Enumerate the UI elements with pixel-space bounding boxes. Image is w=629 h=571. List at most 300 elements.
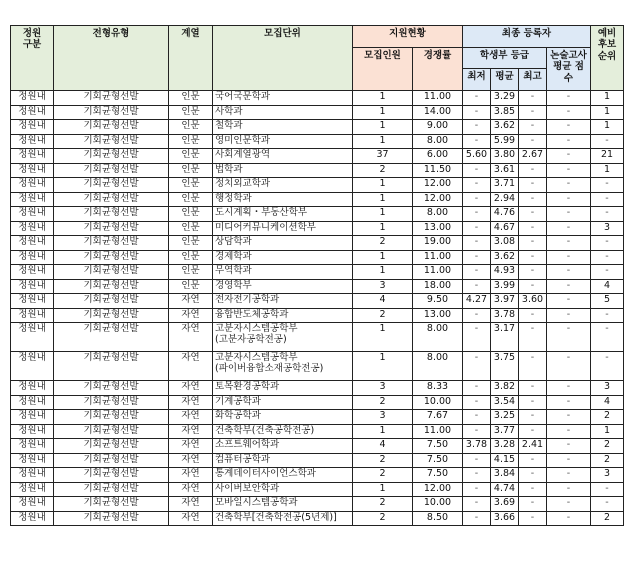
cell-grade-min: - [463, 279, 491, 294]
cell-track: 자연 [169, 482, 213, 497]
cell-quota: 3 [353, 381, 413, 396]
cell-unit-line1: 경제학과 [215, 250, 252, 262]
cell-category: 정원내 [11, 163, 54, 178]
cell-grade-avg: 4.15 [491, 453, 519, 468]
cell-essay-average: - [547, 178, 591, 193]
cell-category: 정원내 [11, 410, 54, 425]
cell-unit [213, 468, 353, 483]
cell-category: 정원내 [11, 381, 54, 396]
cell-grade-avg: 3.62 [491, 120, 519, 135]
table-row [11, 178, 624, 193]
cell-grade-avg: 5.99 [491, 134, 519, 149]
cell-unit [213, 236, 353, 251]
cell-category: 정원내 [11, 221, 54, 236]
cell-track: 인문 [169, 134, 213, 149]
cell-competition: 9.00 [413, 120, 463, 135]
cell-grade-min: - [463, 410, 491, 425]
header-essay-line3: 수 [563, 72, 574, 84]
cell-grade-max: - [519, 120, 547, 135]
cell-track: 자연 [169, 395, 213, 410]
cell-unit-line1: 사학과 [215, 105, 243, 117]
cell-essay-average: - [547, 497, 591, 512]
cell-essay-average: - [547, 482, 591, 497]
table-row [11, 511, 624, 526]
cell-waitlist: 4 [591, 279, 624, 294]
cell-competition: 7.67 [413, 410, 463, 425]
cell-waitlist: 2 [591, 439, 624, 454]
cell-quota: 1 [353, 91, 413, 106]
cell-grade-min: 3.78 [463, 439, 491, 454]
cell-waitlist: 1 [591, 105, 624, 120]
cell-grade-max: - [519, 178, 547, 193]
header-waitlist-line1: 예비 [597, 28, 617, 39]
cell-essay-average: - [547, 352, 591, 381]
cell-unit [213, 410, 353, 425]
cell-quota: 2 [353, 308, 413, 323]
cell-admission-type: 기회균형선발 [54, 482, 169, 497]
cell-unit-line1: 국어국문학과 [215, 91, 271, 102]
cell-admission-type: 기회균형선발 [54, 207, 169, 222]
cell-category: 정원내 [11, 192, 54, 207]
table-row [11, 192, 624, 207]
cell-admission-type: 기회균형선발 [54, 250, 169, 265]
cell-essay-average: - [547, 134, 591, 149]
cell-grade-avg: 3.82 [491, 381, 519, 396]
cell-grade-min: - [463, 308, 491, 323]
cell-grade-avg: 3.62 [491, 250, 519, 265]
cell-track: 인문 [169, 178, 213, 193]
cell-grade-max: - [519, 381, 547, 396]
table-row [11, 149, 624, 164]
table-row [11, 221, 624, 236]
cell-admission-type: 기회균형선발 [54, 352, 169, 381]
cell-admission-type: 기회균형선발 [54, 120, 169, 135]
cell-grade-min: - [463, 511, 491, 526]
cell-grade-min: - [463, 192, 491, 207]
cell-competition: 6.00 [413, 149, 463, 164]
cell-unit-line1: 통계데이터사이언스학과 [215, 468, 316, 479]
cell-unit-line2: (고분자공학전공) [215, 334, 287, 346]
cell-essay-average: - [547, 308, 591, 323]
cell-grade-min: - [463, 482, 491, 497]
cell-quota: 2 [353, 163, 413, 178]
cell-quota: 1 [353, 178, 413, 193]
table-header [11, 26, 624, 91]
cell-grade-max: - [519, 410, 547, 425]
cell-grade-max: - [519, 468, 547, 483]
cell-competition: 11.00 [413, 424, 463, 439]
cell-category: 정원내 [11, 279, 54, 294]
cell-waitlist: 1 [591, 424, 624, 439]
cell-essay-average: - [547, 91, 591, 106]
cell-essay-average: - [547, 439, 591, 454]
header-waitlist-line2: 후보 [597, 39, 617, 51]
cell-waitlist: 5 [591, 294, 624, 309]
table-row [11, 265, 624, 280]
cell-track: 인문 [169, 91, 213, 106]
cell-admission-type: 기회균형선발 [54, 453, 169, 468]
table-row [11, 497, 624, 512]
cell-grade-max: - [519, 323, 547, 352]
cell-grade-min: - [463, 395, 491, 410]
cell-waitlist: 4 [591, 395, 624, 410]
cell-unit-line1: 미디어커뮤니케이션학부 [215, 221, 316, 233]
cell-grade-max: - [519, 352, 547, 381]
header-school-record-grade: 학생부 등급 [463, 48, 547, 69]
cell-admission-type: 기회균형선발 [54, 105, 169, 120]
cell-unit [213, 294, 353, 309]
cell-unit-line1: 고분자시스템공학부 [215, 323, 298, 334]
cell-unit [213, 221, 353, 236]
cell-track: 인문 [169, 105, 213, 120]
cell-unit-line1: 행정학과 [215, 192, 252, 204]
cell-grade-max: - [519, 91, 547, 106]
cell-grade-min: - [463, 207, 491, 222]
cell-grade-min: - [463, 352, 491, 381]
cell-grade-min: - [463, 221, 491, 236]
cell-grade-min: - [463, 468, 491, 483]
cell-admission-type: 기회균형선발 [54, 149, 169, 164]
cell-grade-avg: 3.78 [491, 308, 519, 323]
cell-track: 자연 [169, 410, 213, 425]
cell-competition: 11.00 [413, 91, 463, 106]
cell-grade-min: - [463, 105, 491, 120]
cell-admission-type: 기회균형선발 [54, 236, 169, 251]
table-row [11, 236, 624, 251]
cell-track: 인문 [169, 279, 213, 294]
table-row [11, 105, 624, 120]
cell-unit [213, 352, 353, 381]
cell-quota: 2 [353, 468, 413, 483]
cell-unit-line1: 무역학과 [215, 265, 252, 276]
cell-competition: 8.00 [413, 323, 463, 352]
cell-competition: 8.00 [413, 134, 463, 149]
cell-quota: 4 [353, 439, 413, 454]
cell-grade-max: - [519, 221, 547, 236]
header-final-enrolled: 최종 등록자 [463, 26, 591, 48]
header-grade-avg: 평균 [491, 69, 519, 91]
cell-waitlist: - [591, 497, 624, 512]
cell-track: 자연 [169, 511, 213, 526]
header-essay-line2: 평균 점 [553, 61, 584, 73]
cell-quota: 2 [353, 497, 413, 512]
cell-grade-avg: 3.28 [491, 439, 519, 454]
cell-grade-min: - [463, 497, 491, 512]
cell-unit-line1: 융합반도체공학과 [215, 308, 289, 320]
cell-grade-avg: 3.71 [491, 178, 519, 193]
cell-admission-type: 기회균형선발 [54, 323, 169, 352]
cell-grade-avg: 3.99 [491, 279, 519, 294]
cell-grade-avg: 3.85 [491, 105, 519, 120]
cell-grade-min: - [463, 91, 491, 106]
header-grade-max: 최고 [519, 69, 547, 91]
cell-competition: 8.00 [413, 207, 463, 222]
cell-quota: 3 [353, 279, 413, 294]
cell-track: 인문 [169, 265, 213, 280]
cell-unit-line1: 법학과 [215, 163, 243, 175]
table-row [11, 120, 624, 135]
cell-competition: 8.00 [413, 352, 463, 381]
cell-grade-max: - [519, 134, 547, 149]
cell-category: 정원내 [11, 120, 54, 135]
cell-unit-line1: 건축학부[건축학전공(5년제)] [215, 511, 337, 523]
cell-track: 자연 [169, 497, 213, 512]
cell-grade-max: - [519, 163, 547, 178]
cell-competition: 11.00 [413, 250, 463, 265]
cell-grade-avg: 3.54 [491, 395, 519, 410]
admissions-results-table [10, 25, 624, 526]
cell-track: 인문 [169, 163, 213, 178]
cell-grade-avg: 3.80 [491, 149, 519, 164]
table-row [11, 279, 624, 294]
cell-grade-avg: 4.76 [491, 207, 519, 222]
cell-admission-type: 기회균형선발 [54, 265, 169, 280]
cell-unit-line1: 철학과 [215, 120, 243, 131]
table-row [11, 294, 624, 309]
table-row [11, 134, 624, 149]
cell-grade-max: - [519, 482, 547, 497]
header-admission-type: 전형유형 [54, 26, 169, 91]
table-row [11, 424, 624, 439]
cell-unit-line1: 소프트웨어학과 [215, 439, 280, 450]
table-row [11, 453, 624, 468]
table-row [11, 207, 624, 222]
cell-category: 정원내 [11, 482, 54, 497]
cell-competition: 9.50 [413, 294, 463, 309]
cell-grade-max: - [519, 265, 547, 280]
cell-essay-average: - [547, 105, 591, 120]
header-quota: 모집인원 [353, 48, 413, 91]
cell-category: 정원내 [11, 439, 54, 454]
cell-unit [213, 395, 353, 410]
table-row [11, 439, 624, 454]
cell-grade-max: 2.41 [519, 439, 547, 454]
cell-admission-type: 기회균형선발 [54, 395, 169, 410]
table-row [11, 410, 624, 425]
cell-admission-type: 기회균형선발 [54, 410, 169, 425]
cell-essay-average: - [547, 163, 591, 178]
cell-essay-average: - [547, 149, 591, 164]
cell-track: 인문 [169, 236, 213, 251]
cell-unit [213, 149, 353, 164]
cell-essay-average: - [547, 279, 591, 294]
cell-quota: 1 [353, 250, 413, 265]
cell-competition: 7.50 [413, 439, 463, 454]
cell-grade-min: - [463, 323, 491, 352]
cell-waitlist: 2 [591, 410, 624, 425]
header-applications: 지원현황 [353, 26, 463, 48]
cell-track: 인문 [169, 192, 213, 207]
cell-grade-avg: 3.17 [491, 323, 519, 352]
cell-essay-average: - [547, 250, 591, 265]
cell-unit [213, 105, 353, 120]
cell-unit-line1: 고분자시스템공학부 [215, 352, 298, 363]
cell-unit-line1: 정치외교학과 [215, 178, 271, 189]
cell-category: 정원내 [11, 424, 54, 439]
cell-category: 정원내 [11, 134, 54, 149]
cell-grade-min: - [463, 265, 491, 280]
cell-grade-avg: 3.08 [491, 236, 519, 251]
cell-unit-line1: 건축학부(건축공학전공) [215, 424, 315, 436]
cell-grade-avg: 4.93 [491, 265, 519, 280]
cell-track: 자연 [169, 308, 213, 323]
cell-category: 정원내 [11, 91, 54, 106]
cell-grade-max: - [519, 511, 547, 526]
cell-grade-max: - [519, 453, 547, 468]
cell-grade-min: - [463, 236, 491, 251]
cell-unit [213, 120, 353, 135]
cell-category: 정원내 [11, 468, 54, 483]
cell-quota: 1 [353, 265, 413, 280]
cell-category: 정원내 [11, 453, 54, 468]
cell-competition: 12.00 [413, 482, 463, 497]
cell-quota: 37 [353, 149, 413, 164]
cell-grade-avg: 3.66 [491, 511, 519, 526]
cell-quota: 1 [353, 221, 413, 236]
cell-grade-avg: 4.74 [491, 482, 519, 497]
cell-grade-max: - [519, 424, 547, 439]
header-category-line1: 정원 [22, 28, 42, 39]
cell-competition: 11.00 [413, 265, 463, 280]
cell-quota: 2 [353, 236, 413, 251]
cell-track: 인문 [169, 120, 213, 135]
cell-grade-avg: 3.69 [491, 497, 519, 512]
cell-waitlist: 3 [591, 221, 624, 236]
cell-unit [213, 91, 353, 106]
cell-unit-line1: 전자전기공학과 [215, 294, 280, 305]
cell-unit-line1: 도시계획・부동산학부 [215, 207, 308, 218]
cell-waitlist: - [591, 178, 624, 193]
header-waitlist-line3: 순위 [597, 50, 617, 62]
cell-quota: 1 [353, 120, 413, 135]
cell-quota: 1 [353, 207, 413, 222]
cell-unit [213, 482, 353, 497]
cell-waitlist: 2 [591, 453, 624, 468]
cell-category: 정원내 [11, 250, 54, 265]
table-row [11, 482, 624, 497]
cell-quota: 2 [353, 453, 413, 468]
cell-essay-average: - [547, 323, 591, 352]
cell-waitlist: 2 [591, 511, 624, 526]
cell-competition: 14.00 [413, 105, 463, 120]
cell-unit-line1: 토목환경공학과 [215, 381, 280, 392]
cell-grade-avg: 4.67 [491, 221, 519, 236]
cell-grade-max: 3.60 [519, 294, 547, 309]
table-row [11, 395, 624, 410]
cell-quota: 1 [353, 192, 413, 207]
cell-quota: 4 [353, 294, 413, 309]
cell-unit [213, 439, 353, 454]
cell-track: 자연 [169, 439, 213, 454]
cell-admission-type: 기회균형선발 [54, 192, 169, 207]
cell-unit [213, 279, 353, 294]
cell-unit-line2: (파이버융합소재공학전공) [215, 363, 324, 375]
cell-unit [213, 511, 353, 526]
cell-grade-min: - [463, 134, 491, 149]
cell-track: 인문 [169, 207, 213, 222]
cell-admission-type: 기회균형선발 [54, 178, 169, 193]
cell-category: 정원내 [11, 395, 54, 410]
cell-track: 자연 [169, 352, 213, 381]
cell-admission-type: 기회균형선발 [54, 294, 169, 309]
cell-essay-average: - [547, 192, 591, 207]
table-row [11, 308, 624, 323]
cell-track: 인문 [169, 250, 213, 265]
cell-category: 정원내 [11, 105, 54, 120]
cell-grade-avg: 3.75 [491, 352, 519, 381]
cell-category: 정원내 [11, 352, 54, 381]
cell-unit [213, 250, 353, 265]
cell-competition: 13.00 [413, 308, 463, 323]
cell-grade-min: - [463, 453, 491, 468]
cell-admission-type: 기회균형선발 [54, 279, 169, 294]
cell-waitlist: - [591, 250, 624, 265]
cell-waitlist: - [591, 265, 624, 280]
header-waitlist [591, 26, 624, 91]
cell-admission-type: 기회균형선발 [54, 381, 169, 396]
cell-essay-average: - [547, 468, 591, 483]
cell-waitlist: 1 [591, 163, 624, 178]
table-row [11, 91, 624, 106]
cell-essay-average: - [547, 511, 591, 526]
table-row [11, 250, 624, 265]
cell-grade-min: - [463, 424, 491, 439]
cell-essay-average: - [547, 120, 591, 135]
cell-unit [213, 323, 353, 352]
cell-quota: 2 [353, 511, 413, 526]
cell-admission-type: 기회균형선발 [54, 134, 169, 149]
cell-essay-average: - [547, 236, 591, 251]
cell-competition: 10.00 [413, 395, 463, 410]
cell-competition: 10.00 [413, 497, 463, 512]
cell-quota: 1 [353, 352, 413, 381]
cell-grade-avg: 3.61 [491, 163, 519, 178]
cell-grade-min: - [463, 163, 491, 178]
cell-admission-type: 기회균형선발 [54, 308, 169, 323]
cell-competition: 8.50 [413, 511, 463, 526]
cell-grade-avg: 3.84 [491, 468, 519, 483]
cell-unit-line1: 사회계열광역 [215, 149, 271, 160]
cell-admission-type: 기회균형선발 [54, 497, 169, 512]
cell-category: 정원내 [11, 497, 54, 512]
table-row [11, 163, 624, 178]
cell-competition: 7.50 [413, 468, 463, 483]
cell-category: 정원내 [11, 265, 54, 280]
cell-quota: 1 [353, 134, 413, 149]
cell-category: 정원내 [11, 236, 54, 251]
cell-grade-max: - [519, 497, 547, 512]
cell-unit-line1: 영미인문학과 [215, 134, 271, 146]
cell-unit-line1: 모바일시스템공학과 [215, 497, 298, 508]
cell-track: 자연 [169, 424, 213, 439]
cell-unit [213, 381, 353, 396]
cell-unit-line1: 사이버보안학과 [215, 482, 280, 494]
cell-admission-type: 기회균형선발 [54, 424, 169, 439]
cell-category: 정원내 [11, 149, 54, 164]
cell-essay-average: - [547, 453, 591, 468]
cell-competition: 12.00 [413, 178, 463, 193]
cell-grade-max: - [519, 308, 547, 323]
cell-waitlist: - [591, 207, 624, 222]
cell-waitlist: - [591, 134, 624, 149]
cell-track: 자연 [169, 453, 213, 468]
table-row [11, 381, 624, 396]
cell-category: 정원내 [11, 207, 54, 222]
cell-admission-type: 기회균형선발 [54, 91, 169, 106]
cell-unit [213, 134, 353, 149]
cell-waitlist: 1 [591, 91, 624, 106]
cell-unit-line1: 경영학부 [215, 279, 252, 291]
